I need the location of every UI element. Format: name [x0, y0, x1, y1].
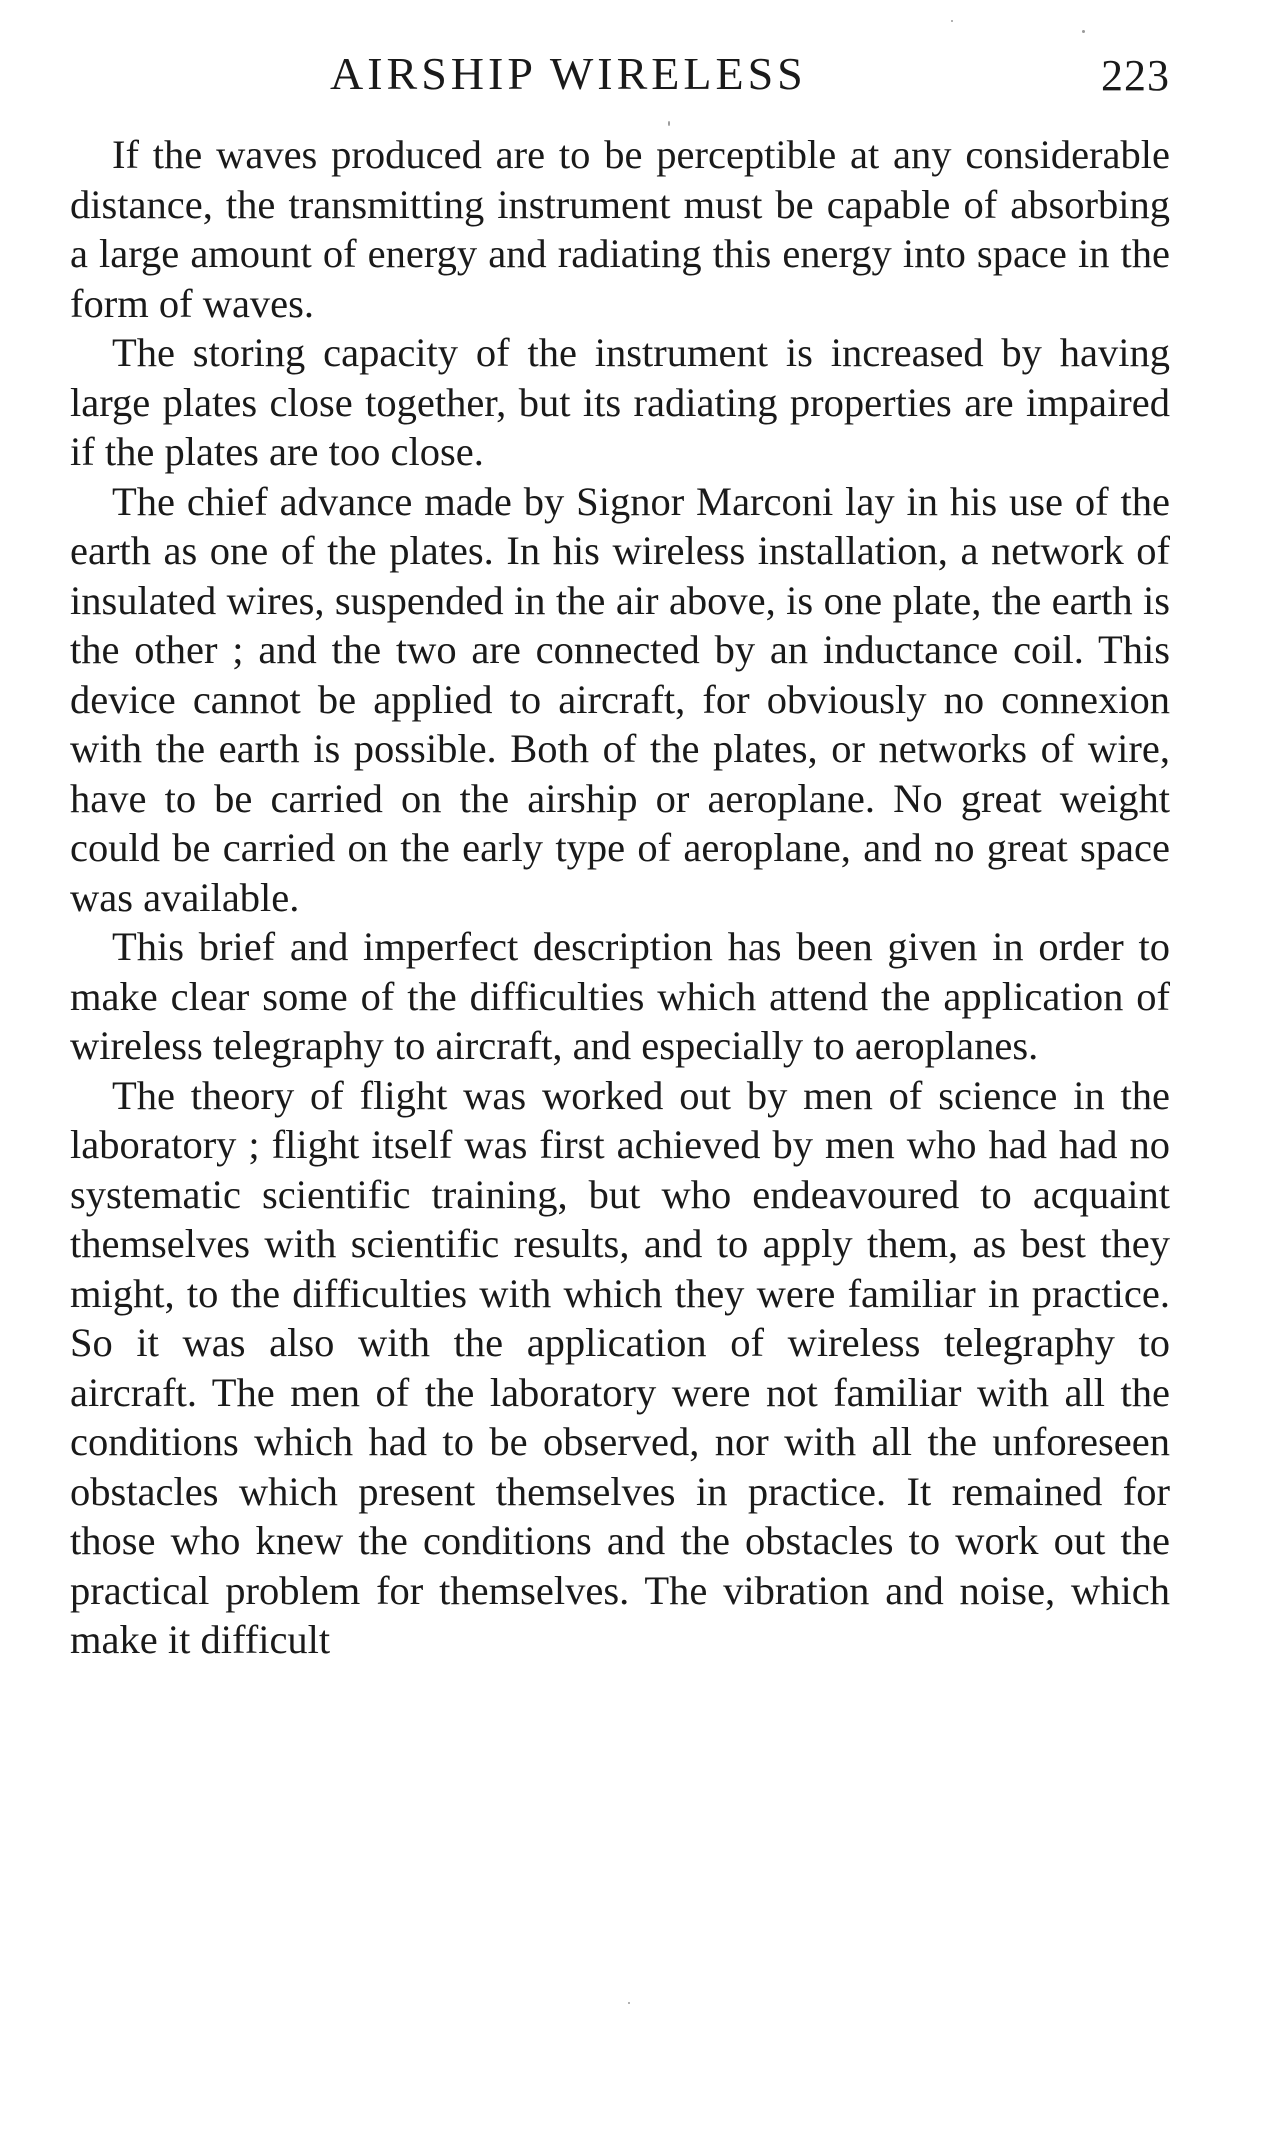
paragraph-waves: If the waves produced are to be perceptible at any considerable distance, the transmitting instrument must be capable of absorbing a large amount of energy and radiating this energy into space in the form of waves.: [70, 132, 1170, 326]
paragraph-storing-capacity: The storing capacity of the instrument is increased by having large plates close together, but its radiating properties are impaired if the plates are too close.: [70, 330, 1170, 474]
paragraph-theory-of-flight: The theory of flight was worked out by men of science in the laboratory ; flight itself was first achieved by men who had had no systematic scientific training, but who endeavoured to acquaint themselves with scientific results, and to apply them, as best they might, to the difficulties with which they were familiar in practice. So it was also with the application of wireless telegraphy to aircraft. The men of the laboratory were not familiar with all the conditions which had to be observed, nor with all the unforeseen obstacles which present themselves in practice. It remained for those who knew the conditions and the obstacles to work out the practical problem for themselves. The vibration and noise, which make it difficult: [70, 1072, 1170, 1662]
running-head: [70, 44, 1170, 104]
paragraph-marconi: The chief advance made by Signor Marconi lay in his use of the earth as one of the plates. In his wireless installation, a network of insulated wires, suspended in the air above, is one plate, the earth is the other ; and the two are connected by an inductance coil. This device cannot be applied to aircraft, for obviously no connexion with the earth is possible. Both of the plates, or networks of wire, have to be carried on the airship or aeroplane. No great weight could be carried on the early type of aeroplane, and no great space was available.: [70, 478, 1170, 920]
page-number: 223: [1101, 51, 1170, 100]
paragraph-brief-description: This brief and imperfect description has been given in order to make clear some of the difficulties which attend the application of wireless telegraphy to aircraft, and especially to aeroplanes.: [70, 924, 1170, 1068]
body-text: [70, 130, 1170, 1665]
print-speck: [628, 2002, 630, 2004]
running-title: AIRSHIP WIRELESS: [330, 48, 807, 99]
print-speck: [668, 121, 670, 126]
print-speck: [1082, 30, 1085, 33]
print-speck: [951, 20, 953, 22]
